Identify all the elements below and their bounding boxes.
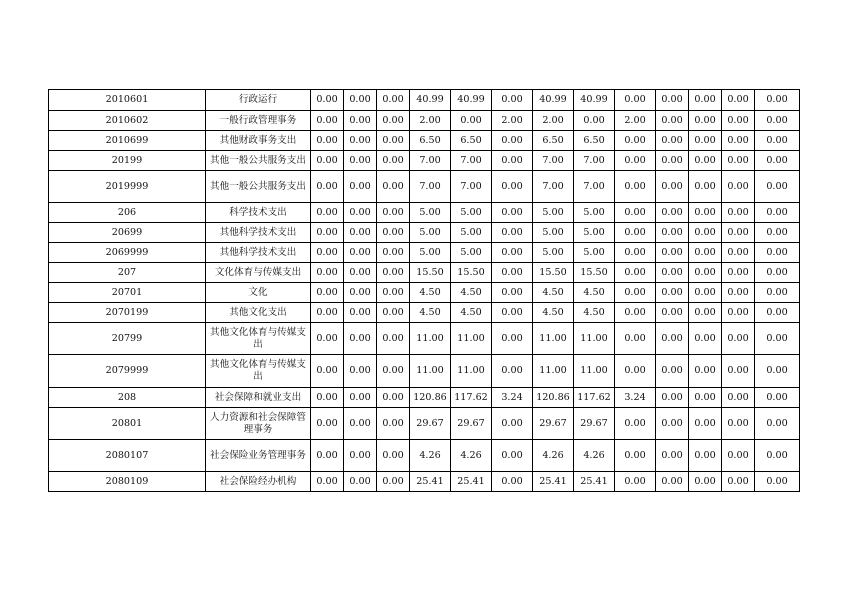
amount-cell: 0.00 bbox=[492, 283, 533, 303]
amount-cell: 5.00 bbox=[451, 223, 492, 243]
amount-cell: 0.00 bbox=[755, 243, 800, 263]
subject-code-cell: 2069999 bbox=[49, 243, 206, 263]
amount-cell: 40.99 bbox=[533, 90, 574, 111]
amount-cell: 0.00 bbox=[722, 388, 755, 408]
amount-cell: 0.00 bbox=[722, 203, 755, 223]
amount-cell: 7.00 bbox=[533, 171, 574, 203]
amount-cell: 15.50 bbox=[451, 263, 492, 283]
amount-cell: 0.00 bbox=[615, 171, 656, 203]
amount-cell: 7.00 bbox=[574, 171, 615, 203]
amount-cell: 4.26 bbox=[574, 440, 615, 472]
subject-name-cell: 其他文化体育与传媒支出 bbox=[206, 355, 311, 388]
amount-cell: 0.00 bbox=[311, 243, 344, 263]
amount-cell: 0.00 bbox=[615, 355, 656, 388]
amount-cell: 25.41 bbox=[574, 472, 615, 492]
amount-cell: 0.00 bbox=[377, 203, 410, 223]
subject-code-cell: 20801 bbox=[49, 408, 206, 440]
amount-cell: 0.00 bbox=[377, 223, 410, 243]
amount-cell: 0.00 bbox=[311, 408, 344, 440]
amount-cell: 0.00 bbox=[492, 408, 533, 440]
amount-cell: 7.00 bbox=[574, 151, 615, 171]
amount-cell: 0.00 bbox=[615, 263, 656, 283]
amount-cell: 0.00 bbox=[377, 90, 410, 111]
amount-cell: 0.00 bbox=[344, 223, 377, 243]
subject-code-cell: 2019999 bbox=[49, 171, 206, 203]
amount-cell: 5.00 bbox=[574, 223, 615, 243]
amount-cell: 0.00 bbox=[492, 151, 533, 171]
budget-table bbox=[48, 89, 800, 492]
amount-cell: 6.50 bbox=[574, 131, 615, 151]
amount-cell: 0.00 bbox=[656, 111, 689, 131]
amount-cell: 0.00 bbox=[615, 323, 656, 355]
amount-cell: 0.00 bbox=[689, 243, 722, 263]
amount-cell: 0.00 bbox=[344, 171, 377, 203]
amount-cell: 0.00 bbox=[722, 472, 755, 492]
amount-cell: 0.00 bbox=[722, 243, 755, 263]
amount-cell: 0.00 bbox=[492, 131, 533, 151]
amount-cell: 0.00 bbox=[722, 131, 755, 151]
amount-cell: 0.00 bbox=[689, 323, 722, 355]
amount-cell: 0.00 bbox=[377, 355, 410, 388]
amount-cell: 0.00 bbox=[615, 440, 656, 472]
amount-cell: 5.00 bbox=[410, 223, 451, 243]
table-row bbox=[49, 283, 800, 303]
amount-cell: 11.00 bbox=[451, 323, 492, 355]
amount-cell: 0.00 bbox=[755, 131, 800, 151]
amount-cell: 0.00 bbox=[755, 263, 800, 283]
amount-cell: 4.26 bbox=[451, 440, 492, 472]
amount-cell: 120.86 bbox=[410, 388, 451, 408]
amount-cell: 0.00 bbox=[377, 472, 410, 492]
amount-cell: 0.00 bbox=[722, 111, 755, 131]
amount-cell: 0.00 bbox=[311, 440, 344, 472]
amount-cell: 15.50 bbox=[410, 263, 451, 283]
amount-cell: 2.00 bbox=[615, 111, 656, 131]
amount-cell: 5.00 bbox=[533, 223, 574, 243]
amount-cell: 0.00 bbox=[755, 151, 800, 171]
table-row bbox=[49, 171, 800, 203]
amount-cell: 0.00 bbox=[615, 90, 656, 111]
subject-name-cell: 其他科学技术支出 bbox=[206, 243, 311, 263]
amount-cell: 0.00 bbox=[755, 408, 800, 440]
amount-cell: 0.00 bbox=[722, 408, 755, 440]
amount-cell: 0.00 bbox=[492, 472, 533, 492]
table-row bbox=[49, 263, 800, 283]
amount-cell: 40.99 bbox=[451, 90, 492, 111]
amount-cell: 29.67 bbox=[410, 408, 451, 440]
amount-cell: 0.00 bbox=[689, 131, 722, 151]
amount-cell: 0.00 bbox=[311, 472, 344, 492]
amount-cell: 0.00 bbox=[377, 111, 410, 131]
amount-cell: 0.00 bbox=[615, 203, 656, 223]
amount-cell: 29.67 bbox=[451, 408, 492, 440]
amount-cell: 0.00 bbox=[492, 90, 533, 111]
amount-cell: 7.00 bbox=[410, 171, 451, 203]
amount-cell: 0.00 bbox=[344, 283, 377, 303]
table-row bbox=[49, 131, 800, 151]
subject-code-cell: 2070199 bbox=[49, 303, 206, 323]
table-row bbox=[49, 243, 800, 263]
amount-cell: 0.00 bbox=[689, 223, 722, 243]
amount-cell: 0.00 bbox=[344, 90, 377, 111]
table-body bbox=[49, 90, 800, 492]
amount-cell: 0.00 bbox=[755, 472, 800, 492]
amount-cell: 0.00 bbox=[755, 223, 800, 243]
amount-cell: 11.00 bbox=[533, 323, 574, 355]
amount-cell: 0.00 bbox=[311, 111, 344, 131]
amount-cell: 0.00 bbox=[377, 263, 410, 283]
amount-cell: 0.00 bbox=[615, 243, 656, 263]
amount-cell: 0.00 bbox=[311, 355, 344, 388]
amount-cell: 0.00 bbox=[344, 151, 377, 171]
amount-cell: 11.00 bbox=[410, 355, 451, 388]
amount-cell: 0.00 bbox=[689, 388, 722, 408]
amount-cell: 0.00 bbox=[689, 111, 722, 131]
subject-name-cell: 其他文化体育与传媒支出 bbox=[206, 323, 311, 355]
amount-cell: 0.00 bbox=[656, 171, 689, 203]
amount-cell: 40.99 bbox=[574, 90, 615, 111]
amount-cell: 0.00 bbox=[689, 440, 722, 472]
amount-cell: 5.00 bbox=[451, 203, 492, 223]
amount-cell: 0.00 bbox=[344, 203, 377, 223]
amount-cell: 0.00 bbox=[574, 111, 615, 131]
subject-name-cell: 其他财政事务支出 bbox=[206, 131, 311, 151]
subject-code-cell: 208 bbox=[49, 388, 206, 408]
amount-cell: 7.00 bbox=[533, 151, 574, 171]
amount-cell: 0.00 bbox=[615, 151, 656, 171]
amount-cell: 0.00 bbox=[689, 263, 722, 283]
amount-cell: 4.50 bbox=[410, 303, 451, 323]
table-row bbox=[49, 388, 800, 408]
amount-cell: 4.50 bbox=[451, 283, 492, 303]
amount-cell: 11.00 bbox=[410, 323, 451, 355]
amount-cell: 7.00 bbox=[451, 151, 492, 171]
amount-cell: 0.00 bbox=[656, 323, 689, 355]
amount-cell: 0.00 bbox=[344, 243, 377, 263]
subject-code-cell: 20701 bbox=[49, 283, 206, 303]
amount-cell: 0.00 bbox=[689, 355, 722, 388]
amount-cell: 0.00 bbox=[451, 111, 492, 131]
subject-name-cell: 其他一般公共服务支出 bbox=[206, 151, 311, 171]
amount-cell: 0.00 bbox=[311, 263, 344, 283]
amount-cell: 15.50 bbox=[574, 263, 615, 283]
amount-cell: 5.00 bbox=[574, 203, 615, 223]
amount-cell: 0.00 bbox=[377, 243, 410, 263]
amount-cell: 11.00 bbox=[451, 355, 492, 388]
amount-cell: 0.00 bbox=[377, 131, 410, 151]
amount-cell: 0.00 bbox=[377, 408, 410, 440]
amount-cell: 7.00 bbox=[410, 151, 451, 171]
amount-cell: 0.00 bbox=[377, 388, 410, 408]
amount-cell: 0.00 bbox=[615, 408, 656, 440]
amount-cell: 0.00 bbox=[344, 388, 377, 408]
subject-name-cell: 社会保障和就业支出 bbox=[206, 388, 311, 408]
amount-cell: 0.00 bbox=[492, 355, 533, 388]
subject-code-cell: 20699 bbox=[49, 223, 206, 243]
subject-code-cell: 2080107 bbox=[49, 440, 206, 472]
amount-cell: 0.00 bbox=[755, 171, 800, 203]
amount-cell: 117.62 bbox=[574, 388, 615, 408]
amount-cell: 0.00 bbox=[689, 408, 722, 440]
amount-cell: 0.00 bbox=[344, 303, 377, 323]
amount-cell: 2.00 bbox=[492, 111, 533, 131]
amount-cell: 0.00 bbox=[722, 283, 755, 303]
subject-name-cell: 文化 bbox=[206, 283, 311, 303]
amount-cell: 0.00 bbox=[656, 388, 689, 408]
amount-cell: 0.00 bbox=[656, 263, 689, 283]
amount-cell: 0.00 bbox=[311, 283, 344, 303]
amount-cell: 4.50 bbox=[533, 303, 574, 323]
table-row bbox=[49, 90, 800, 111]
amount-cell: 0.00 bbox=[755, 388, 800, 408]
table-row bbox=[49, 472, 800, 492]
amount-cell: 0.00 bbox=[311, 303, 344, 323]
amount-cell: 0.00 bbox=[377, 283, 410, 303]
subject-name-cell: 其他科学技术支出 bbox=[206, 223, 311, 243]
table-row bbox=[49, 440, 800, 472]
subject-name-cell: 社会保险经办机构 bbox=[206, 472, 311, 492]
amount-cell: 5.00 bbox=[410, 243, 451, 263]
amount-cell: 0.00 bbox=[755, 440, 800, 472]
subject-code-cell: 2079999 bbox=[49, 355, 206, 388]
amount-cell: 3.24 bbox=[615, 388, 656, 408]
amount-cell: 0.00 bbox=[722, 323, 755, 355]
amount-cell: 0.00 bbox=[689, 151, 722, 171]
amount-cell: 0.00 bbox=[615, 223, 656, 243]
amount-cell: 5.00 bbox=[533, 243, 574, 263]
amount-cell: 0.00 bbox=[689, 283, 722, 303]
table-row bbox=[49, 303, 800, 323]
amount-cell: 0.00 bbox=[344, 131, 377, 151]
subject-code-cell: 207 bbox=[49, 263, 206, 283]
amount-cell: 0.00 bbox=[656, 408, 689, 440]
subject-code-cell: 2010601 bbox=[49, 90, 206, 111]
amount-cell: 4.26 bbox=[533, 440, 574, 472]
amount-cell: 25.41 bbox=[451, 472, 492, 492]
amount-cell: 0.00 bbox=[755, 203, 800, 223]
amount-cell: 0.00 bbox=[755, 355, 800, 388]
amount-cell: 0.00 bbox=[311, 223, 344, 243]
amount-cell: 0.00 bbox=[311, 323, 344, 355]
amount-cell: 0.00 bbox=[689, 303, 722, 323]
amount-cell: 0.00 bbox=[311, 90, 344, 111]
amount-cell: 0.00 bbox=[344, 323, 377, 355]
amount-cell: 0.00 bbox=[492, 243, 533, 263]
table-row bbox=[49, 151, 800, 171]
amount-cell: 0.00 bbox=[689, 203, 722, 223]
amount-cell: 25.41 bbox=[410, 472, 451, 492]
amount-cell: 0.00 bbox=[311, 203, 344, 223]
subject-name-cell: 其他文化支出 bbox=[206, 303, 311, 323]
amount-cell: 0.00 bbox=[311, 131, 344, 151]
amount-cell: 0.00 bbox=[377, 171, 410, 203]
amount-cell: 4.50 bbox=[574, 303, 615, 323]
amount-cell: 6.50 bbox=[410, 131, 451, 151]
amount-cell: 0.00 bbox=[311, 171, 344, 203]
amount-cell: 4.50 bbox=[410, 283, 451, 303]
amount-cell: 0.00 bbox=[344, 263, 377, 283]
amount-cell: 120.86 bbox=[533, 388, 574, 408]
amount-cell: 0.00 bbox=[615, 472, 656, 492]
amount-cell: 29.67 bbox=[574, 408, 615, 440]
amount-cell: 4.50 bbox=[533, 283, 574, 303]
amount-cell: 4.50 bbox=[574, 283, 615, 303]
amount-cell: 11.00 bbox=[574, 323, 615, 355]
amount-cell: 7.00 bbox=[451, 171, 492, 203]
amount-cell: 5.00 bbox=[533, 203, 574, 223]
subject-code-cell: 2010602 bbox=[49, 111, 206, 131]
amount-cell: 0.00 bbox=[755, 90, 800, 111]
amount-cell: 11.00 bbox=[533, 355, 574, 388]
amount-cell: 0.00 bbox=[492, 263, 533, 283]
table-row bbox=[49, 223, 800, 243]
amount-cell: 5.00 bbox=[451, 243, 492, 263]
amount-cell: 0.00 bbox=[344, 355, 377, 388]
amount-cell: 40.99 bbox=[410, 90, 451, 111]
subject-name-cell: 一般行政管理事务 bbox=[206, 111, 311, 131]
amount-cell: 0.00 bbox=[615, 303, 656, 323]
subject-code-cell: 20799 bbox=[49, 323, 206, 355]
amount-cell: 0.00 bbox=[492, 440, 533, 472]
table-row bbox=[49, 355, 800, 388]
amount-cell: 29.67 bbox=[533, 408, 574, 440]
subject-code-cell: 20199 bbox=[49, 151, 206, 171]
amount-cell: 0.00 bbox=[615, 283, 656, 303]
amount-cell: 0.00 bbox=[492, 323, 533, 355]
amount-cell: 0.00 bbox=[656, 223, 689, 243]
amount-cell: 0.00 bbox=[656, 131, 689, 151]
amount-cell: 0.00 bbox=[615, 131, 656, 151]
amount-cell: 0.00 bbox=[755, 111, 800, 131]
subject-code-cell: 2080109 bbox=[49, 472, 206, 492]
subject-name-cell: 文化体育与传媒支出 bbox=[206, 263, 311, 283]
amount-cell: 6.50 bbox=[451, 131, 492, 151]
amount-cell: 0.00 bbox=[722, 171, 755, 203]
amount-cell: 0.00 bbox=[755, 323, 800, 355]
amount-cell: 0.00 bbox=[722, 151, 755, 171]
amount-cell: 25.41 bbox=[533, 472, 574, 492]
amount-cell: 4.50 bbox=[451, 303, 492, 323]
amount-cell: 15.50 bbox=[533, 263, 574, 283]
amount-cell: 2.00 bbox=[533, 111, 574, 131]
amount-cell: 0.00 bbox=[311, 151, 344, 171]
subject-name-cell: 社会保险业务管理事务 bbox=[206, 440, 311, 472]
amount-cell: 5.00 bbox=[574, 243, 615, 263]
amount-cell: 0.00 bbox=[492, 203, 533, 223]
amount-cell: 0.00 bbox=[656, 90, 689, 111]
subject-name-cell: 科学技术支出 bbox=[206, 203, 311, 223]
subject-code-cell: 206 bbox=[49, 203, 206, 223]
amount-cell: 0.00 bbox=[722, 303, 755, 323]
amount-cell: 0.00 bbox=[689, 171, 722, 203]
subject-name-cell: 其他一般公共服务支出 bbox=[206, 171, 311, 203]
amount-cell: 0.00 bbox=[722, 90, 755, 111]
subject-name-cell: 人力资源和社会保障管理事务 bbox=[206, 408, 311, 440]
amount-cell: 0.00 bbox=[311, 388, 344, 408]
amount-cell: 0.00 bbox=[377, 323, 410, 355]
amount-cell: 0.00 bbox=[492, 223, 533, 243]
amount-cell: 0.00 bbox=[656, 355, 689, 388]
amount-cell: 0.00 bbox=[492, 171, 533, 203]
amount-cell: 117.62 bbox=[451, 388, 492, 408]
amount-cell: 0.00 bbox=[656, 283, 689, 303]
amount-cell: 0.00 bbox=[722, 263, 755, 283]
amount-cell: 0.00 bbox=[344, 408, 377, 440]
amount-cell: 2.00 bbox=[410, 111, 451, 131]
amount-cell: 0.00 bbox=[656, 151, 689, 171]
amount-cell: 0.00 bbox=[689, 90, 722, 111]
amount-cell: 0.00 bbox=[656, 243, 689, 263]
amount-cell: 3.24 bbox=[492, 388, 533, 408]
amount-cell: 0.00 bbox=[656, 472, 689, 492]
amount-cell: 0.00 bbox=[755, 303, 800, 323]
table-row bbox=[49, 203, 800, 223]
amount-cell: 11.00 bbox=[574, 355, 615, 388]
amount-cell: 0.00 bbox=[722, 223, 755, 243]
amount-cell: 0.00 bbox=[755, 283, 800, 303]
amount-cell: 0.00 bbox=[689, 472, 722, 492]
amount-cell: 5.00 bbox=[410, 203, 451, 223]
subject-code-cell: 2010699 bbox=[49, 131, 206, 151]
amount-cell: 0.00 bbox=[377, 303, 410, 323]
amount-cell: 4.26 bbox=[410, 440, 451, 472]
amount-cell: 0.00 bbox=[377, 151, 410, 171]
amount-cell: 0.00 bbox=[344, 472, 377, 492]
table-row bbox=[49, 111, 800, 131]
amount-cell: 0.00 bbox=[656, 203, 689, 223]
amount-cell: 6.50 bbox=[533, 131, 574, 151]
amount-cell: 0.00 bbox=[722, 440, 755, 472]
amount-cell: 0.00 bbox=[377, 440, 410, 472]
table-row bbox=[49, 323, 800, 355]
amount-cell: 0.00 bbox=[722, 355, 755, 388]
subject-name-cell: 行政运行 bbox=[206, 90, 311, 111]
amount-cell: 0.00 bbox=[344, 111, 377, 131]
table-row bbox=[49, 408, 800, 440]
amount-cell: 0.00 bbox=[656, 303, 689, 323]
amount-cell: 0.00 bbox=[656, 440, 689, 472]
amount-cell: 0.00 bbox=[492, 303, 533, 323]
amount-cell: 0.00 bbox=[344, 440, 377, 472]
